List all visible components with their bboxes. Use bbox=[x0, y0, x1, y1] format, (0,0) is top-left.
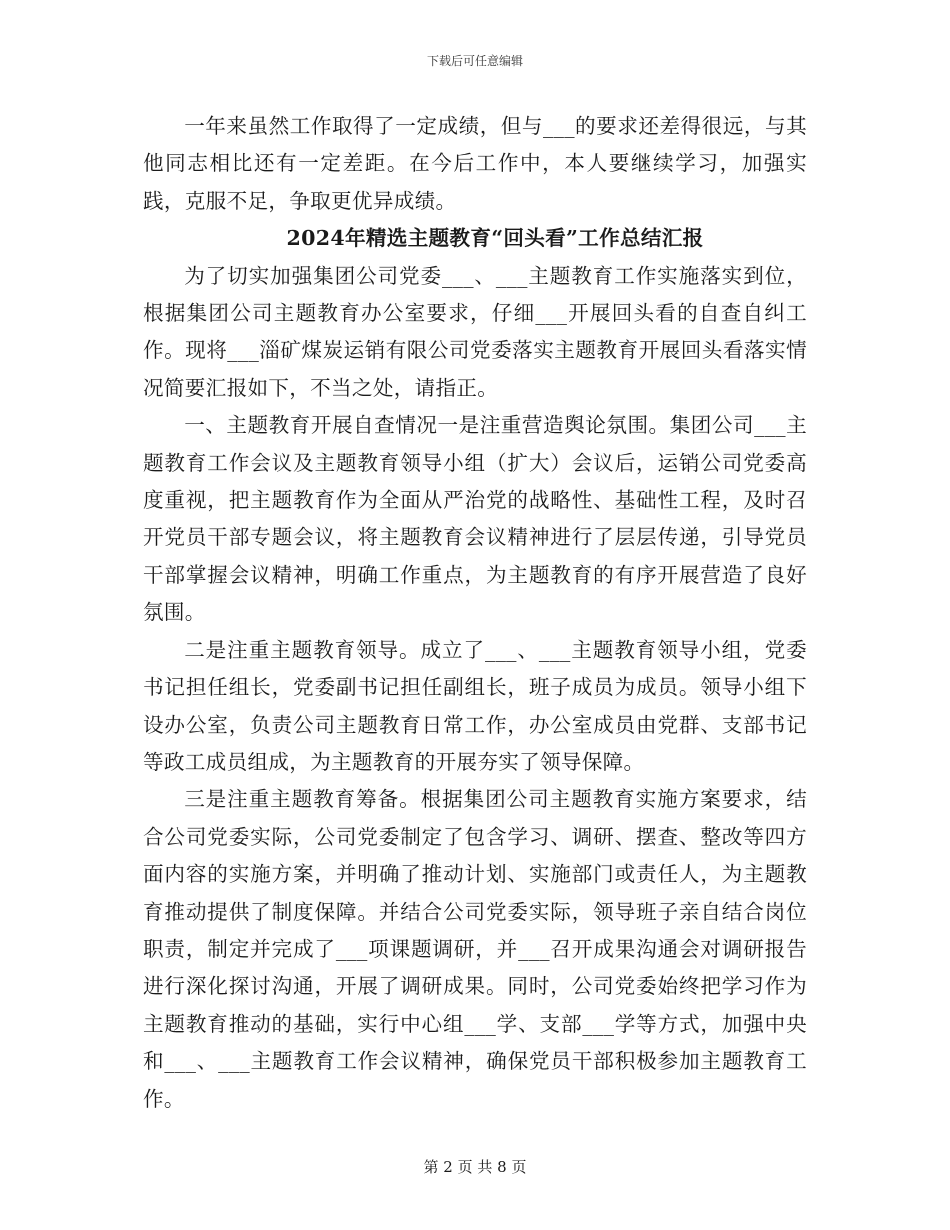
paragraph-intro: 一年来虽然工作取得了一定成绩，但与___的要求还差得很远，与其他同志相比还有一定差距。在今后工作中，本人要继续学习，加强实践，克服不足，争取更优异成绩。 bbox=[143, 114, 807, 213]
paragraph-3: 二是注重主题教育领导。成立了___、___主题教育领导小组，党委书记担任组长，党委副书记担任副组长，班子成员为成员。领导小组下设办公室，负责公司主题教育日常工作，办公室成员由党群、支部书记等政工成员组成，为主题教育的开展夯实了领导保障。 bbox=[143, 637, 807, 774]
paragraph-1: 为了切实加强集团公司党委___、___主题教育工作实施落实到位，根据集团公司主题教育办公室要求，仔细___开展回头看的自查自纠工作。现将___淄矿煤炭运销有限公司党委落实主题教育开展回头看落实情况简要汇报如下，不当之处，请指正。 bbox=[143, 263, 807, 400]
page-header-note: 下载后可任意编辑 bbox=[426, 54, 523, 68]
document-title: 2024年精选主题教育“回头看”工作总结汇报 bbox=[286, 226, 704, 251]
document-body bbox=[143, 108, 807, 1118]
paragraph-2: 一、主题教育开展自查情况一是注重营造舆论氛围。集团公司___主题教育工作会议及主题教育领导小组（扩大）会议后，运销公司党委高度重视，把主题教育作为全面从严治党的战略性、基础性工程，及时召开党员干部专题会议，将主题教育会议精神进行了层层传递，引导党员干部掌握会议精神，明确工作重点，为主题教育的有序开展营造了良好氛围。 bbox=[143, 413, 807, 625]
page-number: 第 2 页 共 8 页 bbox=[423, 1158, 527, 1176]
paragraph-4: 三是注重主题教育筹备。根据集团公司主题教育实施方案要求，结合公司党委实际，公司党委制定了包含学习、调研、摆查、整改等四方面内容的实施方案，并明确了推动计划、实施部门或责任人，为主题教育推动提供了制度保障。并结合公司党委实际，领导班子亲自结合岗位职责，制定并完成了___项课题调研，并___召开成果沟通会对调研报告进行深化探讨沟通，开展了调研成果。同时，公司党委始终把学习作为主题教育推动的基础，实行中心组___学、支部___学等方式，加强中央和___、___主题教育工作会议精神，确保党员干部积极参加主题教育工作。 bbox=[143, 787, 807, 1111]
